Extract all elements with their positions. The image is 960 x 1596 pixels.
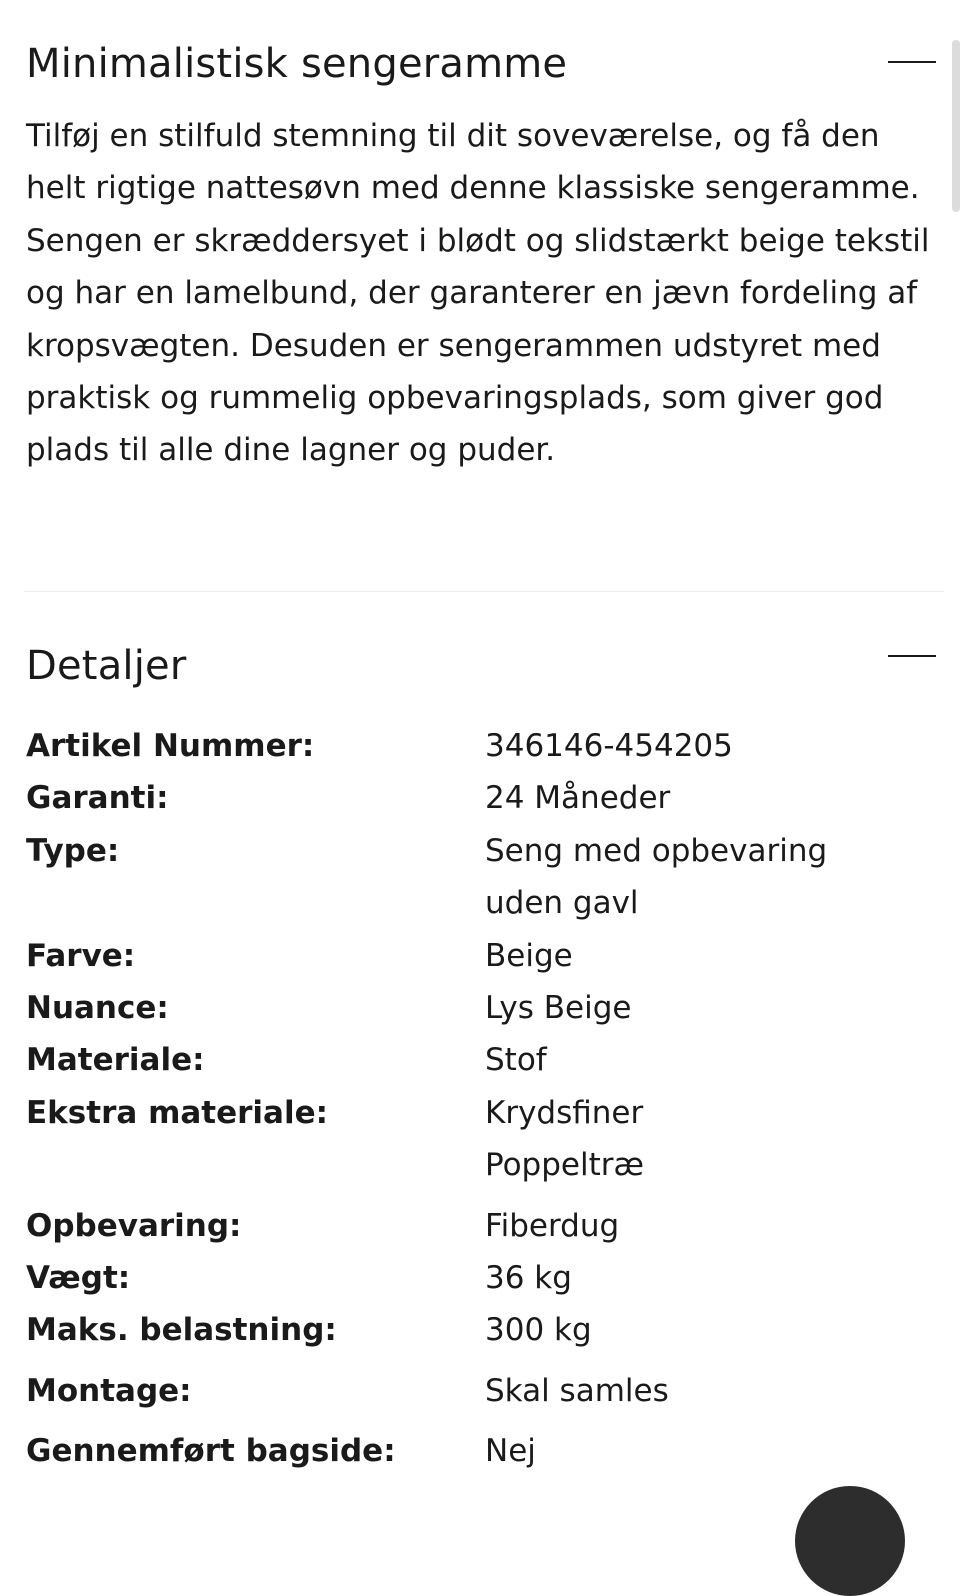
spec-value: Krydsfiner Poppeltræ: [485, 1094, 644, 1184]
spec-value: Lys Beige: [485, 990, 632, 1027]
collapse-details-button[interactable]: [888, 642, 936, 670]
description-section: [26, 38, 936, 477]
spec-value: Stof: [485, 1042, 547, 1079]
spec-row-ekstra-materiale: [26, 1087, 936, 1192]
spec-label: Gennemført bagside:: [26, 1433, 396, 1470]
details-table: [26, 720, 936, 1478]
spec-label: Materiale:: [26, 1042, 205, 1079]
scrollbar[interactable]: [952, 40, 960, 212]
description-title: Minimalistisk sengeramme: [26, 41, 568, 87]
spec-row-montage: [26, 1365, 936, 1417]
spec-value: 346146-454205: [485, 728, 733, 764]
spec-row-type: [26, 825, 936, 930]
collapse-description-button[interactable]: [888, 48, 936, 76]
spec-label: Ekstra materiale:: [26, 1094, 329, 1131]
spec-value: Skal samles: [485, 1372, 669, 1409]
spec-label: Nuance:: [26, 990, 169, 1027]
spec-row-opbevaring: [26, 1200, 936, 1252]
spec-label: Farve:: [26, 937, 136, 974]
details-title: Detaljer: [26, 643, 187, 689]
section-divider: [24, 591, 944, 592]
chat-button[interactable]: [795, 1486, 905, 1596]
spec-label: Montage:: [26, 1372, 192, 1409]
spec-label: Artikel Nummer:: [26, 728, 315, 764]
spec-value: Fiberdug: [485, 1207, 620, 1244]
spec-label: Opbevaring:: [26, 1207, 242, 1244]
product-description: Tilføj en stilfuld stemning til dit soveværelse, og få den helt rigtige nattesøvn med denne klassiske sengeramme. Sengen er skræddersyet i blødt og slidstærkt beige tekstil og har en lamelbund, der garanterer en jævn fordeling af kropsvægten. Desuden er sengerammen udstyret med praktisk og rummelig opbevaringsplads, som giver god plads til alle dine lagner og puder.: [26, 118, 930, 469]
description-section-header[interactable]: [26, 38, 936, 108]
spec-row-garanti: [26, 772, 936, 824]
spec-value: 36 kg: [485, 1260, 572, 1297]
minus-icon: [888, 61, 936, 63]
spec-value: Seng med opbevaring uden gavl: [485, 832, 828, 922]
spec-row-maks-belastning: [26, 1304, 936, 1356]
spec-value: 300 kg: [485, 1312, 592, 1349]
spec-label: Type:: [26, 832, 120, 869]
spec-label: Vægt:: [26, 1260, 131, 1297]
minus-icon: [888, 655, 936, 657]
spec-row-artikel-nummer: [26, 720, 936, 772]
details-section-header[interactable]: [26, 640, 936, 720]
spec-row-farve: [26, 930, 936, 982]
spec-value: Nej: [485, 1433, 536, 1470]
details-section: [26, 640, 936, 1478]
spec-value: Beige: [485, 937, 573, 974]
spec-row-gennemfoert-bagside: [26, 1425, 936, 1477]
spec-label: Maks. belastning:: [26, 1312, 337, 1349]
spec-row-materiale: [26, 1034, 936, 1086]
spec-value: 24 Måneder: [485, 780, 671, 817]
spec-row-nuance: [26, 982, 936, 1034]
spec-label: Garanti:: [26, 780, 169, 817]
spec-row-vaegt: [26, 1252, 936, 1304]
